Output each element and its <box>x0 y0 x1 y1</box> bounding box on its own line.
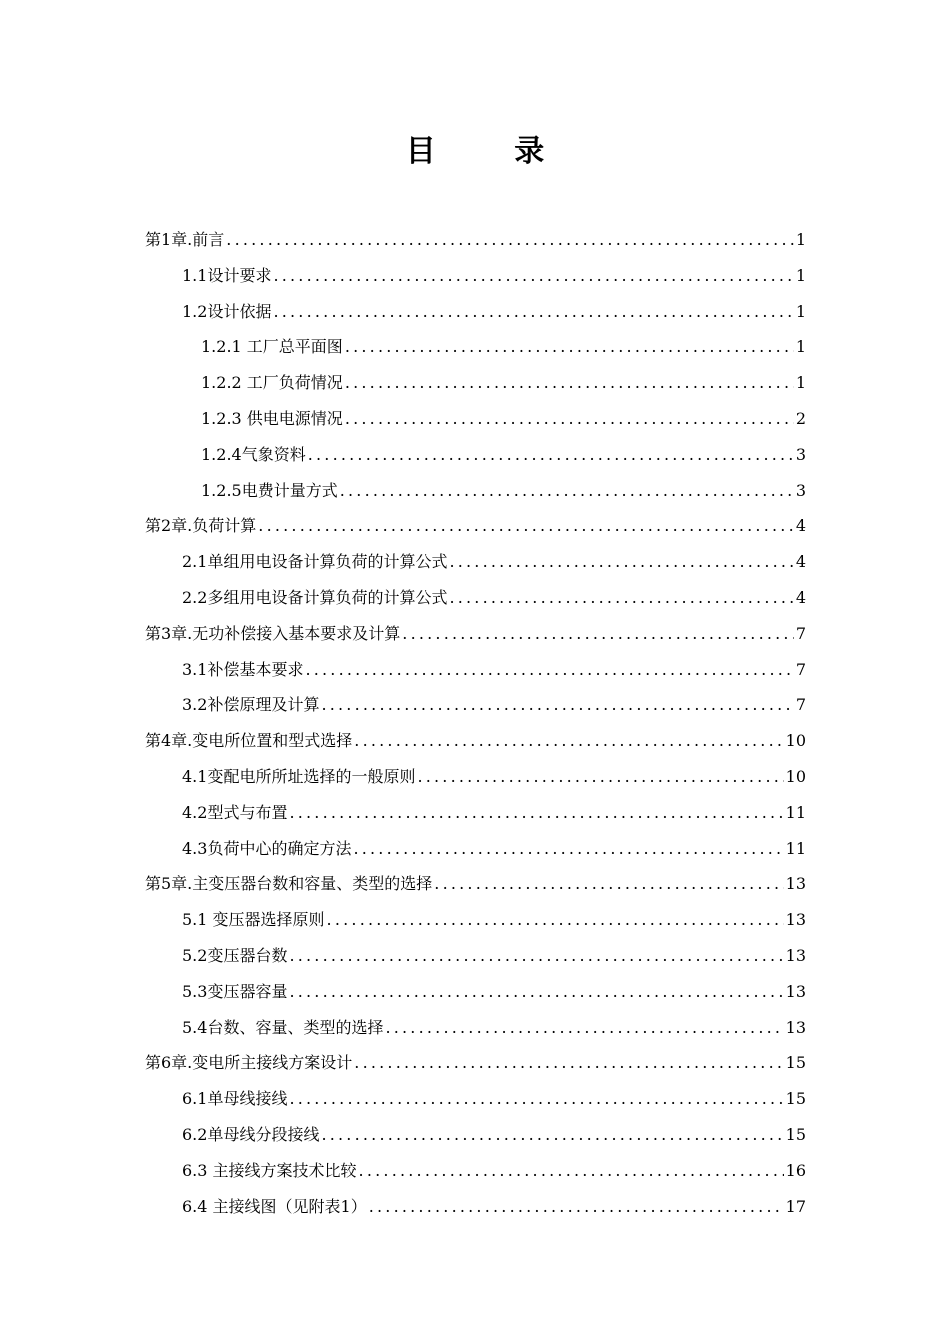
toc-entry-label: 6.4 主接线图（见附表1） <box>182 1196 367 1216</box>
toc-entry-page-number: 4 <box>795 587 806 607</box>
toc-entry[interactable] <box>145 365 806 401</box>
toc-leader-dots <box>345 329 794 365</box>
toc-entry[interactable] <box>145 1117 806 1153</box>
toc-entry-label: 1.2.2 工厂负荷情况 <box>201 373 343 393</box>
toc-entry[interactable] <box>145 437 806 473</box>
toc-entry[interactable] <box>145 222 806 258</box>
toc-entry[interactable] <box>145 508 806 544</box>
toc-leader-dots <box>289 938 783 974</box>
toc-leader-dots <box>226 222 794 258</box>
toc-entry-page-number: 16 <box>785 1160 806 1180</box>
toc-leader-dots <box>321 1117 783 1153</box>
toc-leader-dots <box>289 974 783 1010</box>
page-title: 目 录 <box>405 134 579 169</box>
toc-entry[interactable] <box>145 938 806 974</box>
toc-entry-page-number: 7 <box>795 659 806 679</box>
toc-entry-page-number: 3 <box>795 480 806 500</box>
toc-leader-dots <box>417 759 783 795</box>
toc-entry-label: 6.3 主接线方案技术比较 <box>182 1160 357 1180</box>
toc-entry-label: 第2章.负荷计算 <box>145 516 257 536</box>
toc-entry-page-number: 11 <box>785 802 806 822</box>
toc-leader-dots <box>354 723 783 759</box>
toc-entry-label: 4.3负荷中心的确定方法 <box>182 838 352 858</box>
toc-entry[interactable] <box>145 687 806 723</box>
toc-entry-page-number: 1 <box>795 301 806 321</box>
toc-entry-page-number: 17 <box>785 1196 806 1216</box>
toc-entry[interactable] <box>145 329 806 365</box>
toc-entry[interactable] <box>145 616 806 652</box>
toc-entry[interactable] <box>145 1010 806 1046</box>
toc-entry-label: 第6章.变电所主接线方案设计 <box>145 1053 353 1073</box>
toc-entry[interactable] <box>145 902 806 938</box>
toc-entry-label: 6.2单母线分段接线 <box>182 1124 320 1144</box>
toc-entry-label: 第3章.无功补偿接入基本要求及计算 <box>145 623 401 643</box>
toc-entry[interactable] <box>145 580 806 616</box>
toc-entry[interactable] <box>145 974 806 1010</box>
toc-leader-dots <box>402 616 794 652</box>
toc-entry-label: 2.2多组用电设备计算负荷的计算公式 <box>182 587 448 607</box>
toc-leader-dots <box>345 365 794 401</box>
toc-leader-dots <box>354 1045 783 1081</box>
toc-entry-label: 1.2.4气象资料 <box>201 444 306 464</box>
toc-entry-label: 1.1设计要求 <box>182 265 272 285</box>
toc-entry-page-number: 1 <box>795 230 806 249</box>
toc-entry[interactable] <box>145 544 806 580</box>
table-of-contents <box>145 222 806 1224</box>
toc-entry-label: 4.2型式与布置 <box>182 802 288 822</box>
toc-entry-page-number: 4 <box>795 552 806 572</box>
toc-entry[interactable] <box>145 831 806 867</box>
toc-entry-page-number: 1 <box>795 337 806 357</box>
toc-leader-dots <box>273 258 793 294</box>
toc-entry-page-number: 13 <box>785 945 806 965</box>
toc-entry[interactable] <box>145 258 806 294</box>
toc-entry-page-number: 7 <box>795 623 806 643</box>
toc-leader-dots <box>308 437 794 473</box>
toc-leader-dots <box>289 1081 783 1117</box>
toc-entry-page-number: 13 <box>785 874 806 894</box>
toc-leader-dots <box>305 652 793 688</box>
toc-entry[interactable] <box>145 866 806 902</box>
toc-entry-label: 5.2变压器台数 <box>182 945 288 965</box>
toc-leader-dots <box>385 1010 783 1046</box>
toc-entry[interactable] <box>145 1081 806 1117</box>
toc-entry-page-number: 13 <box>785 981 806 1001</box>
toc-leader-dots <box>449 544 793 580</box>
toc-entry-label: 1.2.3 供电电源情况 <box>201 408 343 428</box>
toc-entry-page-number: 13 <box>785 910 806 930</box>
toc-entry-label: 4.1变配电所所址选择的一般原则 <box>182 766 416 786</box>
toc-leader-dots <box>359 1153 784 1189</box>
toc-entry-page-number: 3 <box>795 444 806 464</box>
toc-entry[interactable] <box>145 401 806 437</box>
toc-leader-dots <box>327 902 784 938</box>
toc-leader-dots <box>273 294 793 330</box>
toc-leader-dots <box>449 580 793 616</box>
toc-entry-label: 5.4台数、容量、类型的选择 <box>182 1017 384 1037</box>
toc-entry-page-number: 10 <box>785 766 806 786</box>
toc-entry-page-number: 15 <box>785 1089 806 1109</box>
toc-entry-page-number: 4 <box>795 516 806 536</box>
toc-entry[interactable] <box>145 759 806 795</box>
toc-entry-page-number: 13 <box>785 1017 806 1037</box>
toc-entry[interactable] <box>145 652 806 688</box>
toc-entry-label: 3.2补偿原理及计算 <box>182 695 320 715</box>
toc-entry-label: 第4章.变电所位置和型式选择 <box>145 731 353 751</box>
toc-entry-page-number: 10 <box>785 731 806 751</box>
toc-entry-label: 第1章.前言 <box>145 230 225 249</box>
toc-entry[interactable] <box>145 1189 806 1225</box>
toc-entry-label: 1.2设计依据 <box>182 301 272 321</box>
toc-leader-dots <box>353 831 783 867</box>
toc-leader-dots <box>289 795 783 831</box>
toc-entry-page-number: 11 <box>785 838 806 858</box>
toc-entry[interactable] <box>145 473 806 509</box>
toc-entry-label: 2.1单组用电设备计算负荷的计算公式 <box>182 552 448 572</box>
toc-leader-dots <box>369 1189 784 1225</box>
toc-entry-page-number: 15 <box>785 1124 806 1144</box>
toc-leader-dots <box>258 508 794 544</box>
toc-entry-label: 5.1 变压器选择原则 <box>182 910 325 930</box>
toc-entry-label: 5.3变压器容量 <box>182 981 288 1001</box>
toc-entry-page-number: 15 <box>785 1053 806 1073</box>
toc-entry[interactable] <box>145 723 806 759</box>
toc-entry-page-number: 1 <box>795 373 806 393</box>
toc-entry[interactable] <box>145 294 806 330</box>
toc-entry-label: 6.1单母线接线 <box>182 1089 288 1109</box>
toc-leader-dots <box>340 473 794 509</box>
toc-leader-dots <box>321 687 793 723</box>
toc-entry[interactable] <box>145 1153 806 1189</box>
toc-entry-page-number: 1 <box>795 265 806 285</box>
toc-entry-label: 1.2.5电费计量方式 <box>201 480 338 500</box>
toc-entry-label: 1.2.1 工厂总平面图 <box>201 337 343 357</box>
toc-entry[interactable] <box>145 1045 806 1081</box>
toc-entry-page-number: 2 <box>795 408 806 428</box>
toc-leader-dots <box>434 866 783 902</box>
toc-leader-dots <box>345 401 794 437</box>
toc-entry-label: 第5章.主变压器台数和容量、类型的选择 <box>145 874 433 894</box>
toc-entry-label: 3.1补偿基本要求 <box>182 659 304 679</box>
toc-entry[interactable] <box>145 795 806 831</box>
toc-entry-page-number: 7 <box>795 695 806 715</box>
